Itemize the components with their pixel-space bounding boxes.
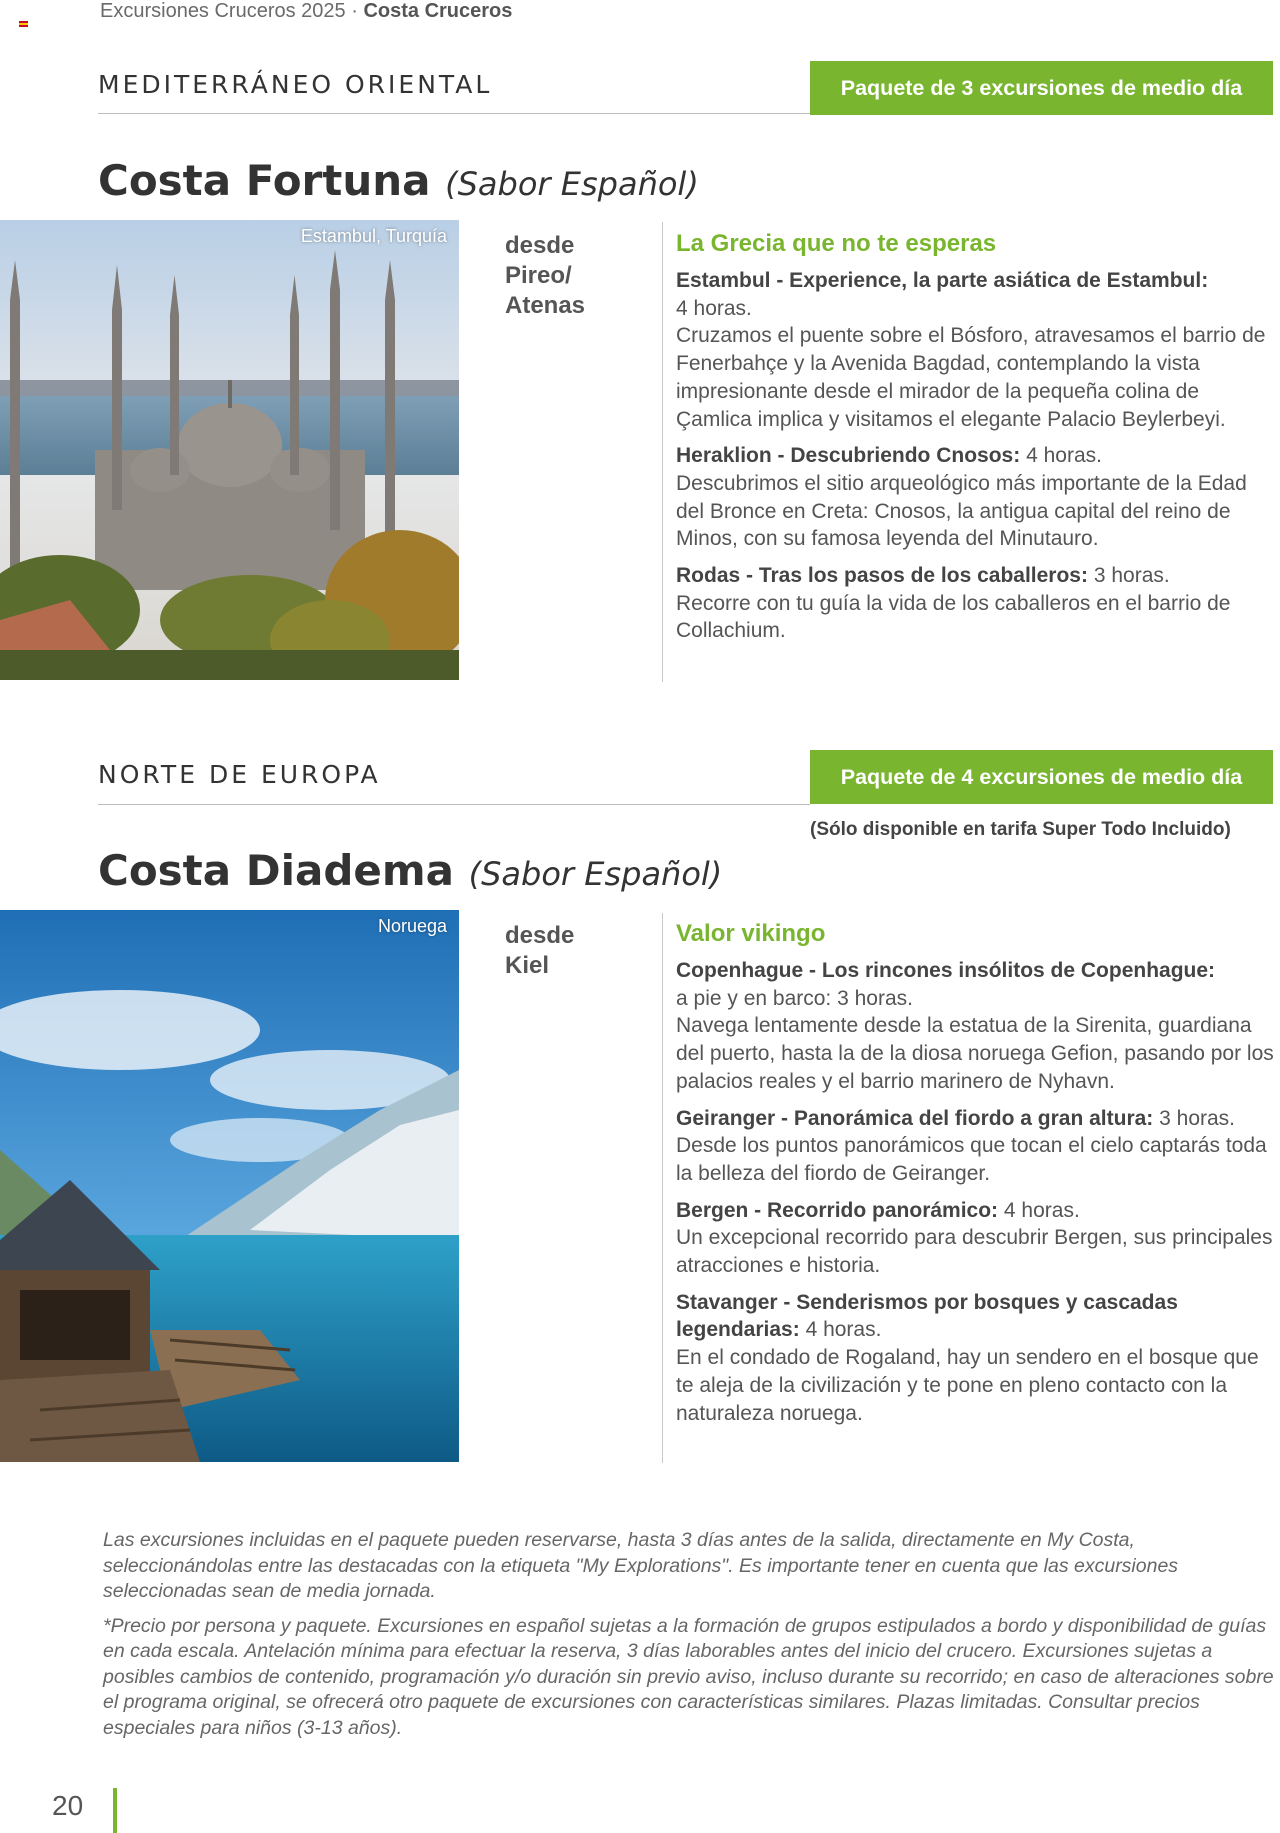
- excursion-duration: 4 horas.: [1003, 1198, 1080, 1222]
- divider: [98, 113, 810, 114]
- excursion-item: [676, 1197, 1276, 1280]
- ship-name: [98, 156, 699, 205]
- excursion-item: [676, 1105, 1276, 1188]
- excursion-name: Estambul - Experience, la parte asiática de Estambul:: [676, 269, 1209, 292]
- excursion-name: Stavanger - Senderismos por bosques y cascadas legendarias:: [676, 1290, 1178, 1342]
- departure-port: [505, 921, 574, 981]
- excursion-name: Heraklion - Descubriendo Cnosos:: [676, 444, 1021, 468]
- region-title: MEDITERRÁNEO ORIENTAL: [98, 70, 493, 99]
- port-line: desde: [505, 922, 575, 949]
- header-prefix: Excursiones Cruceros 2025 ·: [100, 0, 364, 22]
- column-divider: [662, 222, 663, 682]
- footer-paragraph: Las excursiones incluidas en el paquete pueden reservarse, hasta 3 días antes de la salida, directamente en My Costa, seleccionándolas entre las destacadas con la etiqueta "My Explorations". Es importante tener en cuenta que las excursiones seleccionadas sean de media jornada.: [103, 1529, 1179, 1602]
- excursion-name: Geiranger - Panorámica del fiordo a gran altura:: [676, 1106, 1154, 1130]
- running-header: [100, 0, 512, 23]
- photo-location: Estambul, Turquía: [300, 226, 447, 246]
- package-badge: Paquete de 3 excursiones de medio día: [810, 61, 1273, 115]
- ship-name: [98, 846, 722, 895]
- photo-location: Noruega: [377, 916, 447, 936]
- excursion-item: [676, 267, 1276, 433]
- excursion-name: Rodas - Tras los pasos de los caballeros:: [676, 564, 1088, 588]
- excursion-description: Desde los puntos panorámicos que tocan el cielo captarás toda la belleza del fiordo de Geiranger.: [676, 1134, 1267, 1185]
- page-number: 20: [52, 1790, 84, 1821]
- header-brand: Costa Cruceros: [363, 0, 513, 22]
- departure-port: [505, 231, 585, 321]
- footer-notes: [103, 1528, 1280, 1750]
- excursion-duration: 3 horas.: [1093, 564, 1170, 588]
- excursion-description: En el condado de Rogaland, hay un sendero en el bosque que te aleja de la civilización y te pone en pleno contacto con la naturaleza noruega.: [676, 1346, 1259, 1425]
- excursion-description: Recorre con tu guía la vida de los caballeros en el barrio de Collachium.: [676, 591, 1231, 643]
- itinerary: [676, 229, 1276, 654]
- excursion-name: Bergen - Recorrido panorámico:: [676, 1198, 999, 1222]
- itinerary-title: La Grecia que no te esperas: [676, 230, 997, 257]
- itinerary: [676, 919, 1276, 1436]
- ship-subtitle: (Sabor Español): [445, 165, 699, 203]
- excursion-item: [676, 1289, 1276, 1428]
- excursion-duration: 4 horas.: [676, 296, 752, 320]
- excursion-description: Un excepcional recorrido para descubrir Bergen, sus principales atracciones e historia.: [676, 1226, 1273, 1278]
- excursion-item: [676, 442, 1276, 553]
- availability-note: (Sólo disponible en tarifa Super Todo Incluido): [810, 819, 1231, 840]
- ship-title: Costa Diadema: [98, 846, 454, 895]
- excursion-duration: 4 horas.: [805, 1318, 882, 1342]
- excursion-description: Navega lentamente desde la estatua de la Sirenita, guardiana del puerto, hasta la de la diosa noruega Gefion, pasando por los palacios reales y el barrio marinero de Nyhavn.: [676, 1014, 1274, 1093]
- ship-subtitle: (Sabor Español): [468, 855, 723, 893]
- excursion-duration: a pie y en barco: 3 horas.: [676, 986, 913, 1010]
- excursion-description: Cruzamos el puente sobre el Bósforo, atravesamos el barrio de Fenerbahçe y la Avenida Bagdad, contemplando la vista impresionante desde el mirador de la pequeña colina de Çamlica implica y visitamos el elegante Palacio Beylerbeyi.: [676, 324, 1266, 431]
- port-line: desde: [505, 232, 575, 259]
- norway-fjord-photo: [0, 910, 459, 1462]
- ship-title: Costa Fortuna: [98, 156, 431, 205]
- spain-flag-icon: [19, 21, 28, 27]
- excursion-item: [676, 562, 1276, 645]
- page-number-bar: [113, 1788, 117, 1833]
- column-divider: [662, 913, 663, 1463]
- excursion-duration: 4 horas.: [1026, 444, 1102, 468]
- divider: [98, 804, 810, 805]
- footer-paragraph: *Precio por persona y paquete. Excursiones en español sujetas a la formación de grupos estipulados a bordo y disponibilidad de guías en cada escala. Antelación mínima para efectuar la reserva, 3 días laborables antes del inicio del crucero. Excursiones sujetas a posibles cambios de contenido, programación y/o duración sin previo aviso, incluso durante su recorrido; en caso de alteraciones sobre el programa original, se ofrecerá otro paquete de excursiones con características similares. Plazas limitadas. Consultar precios especiales para niños (3-13 años).: [103, 1614, 1274, 1739]
- excursion-description: Descubrimos el sitio arqueológico más importante de la Edad del Bronce en Creta: Cnosos, la antigua capital del reino de Minos, con su famosa leyenda del Minutauro.: [676, 471, 1247, 551]
- port-line: Atenas: [505, 292, 586, 319]
- excursion-name: Copenhague - Los rincones insólitos de Copenhague:: [676, 959, 1216, 982]
- itinerary-title: Valor vikingo: [676, 920, 826, 947]
- port-line: Kiel: [505, 952, 550, 979]
- istanbul-mosque-photo: [0, 220, 459, 680]
- package-badge: Paquete de 4 excursiones de medio día: [810, 750, 1273, 804]
- port-line: Pireo/: [505, 262, 572, 289]
- excursion-duration: 3 horas.: [1159, 1106, 1236, 1130]
- region-title: NORTE DE EUROPA: [98, 760, 381, 789]
- excursion-item: [676, 957, 1276, 1096]
